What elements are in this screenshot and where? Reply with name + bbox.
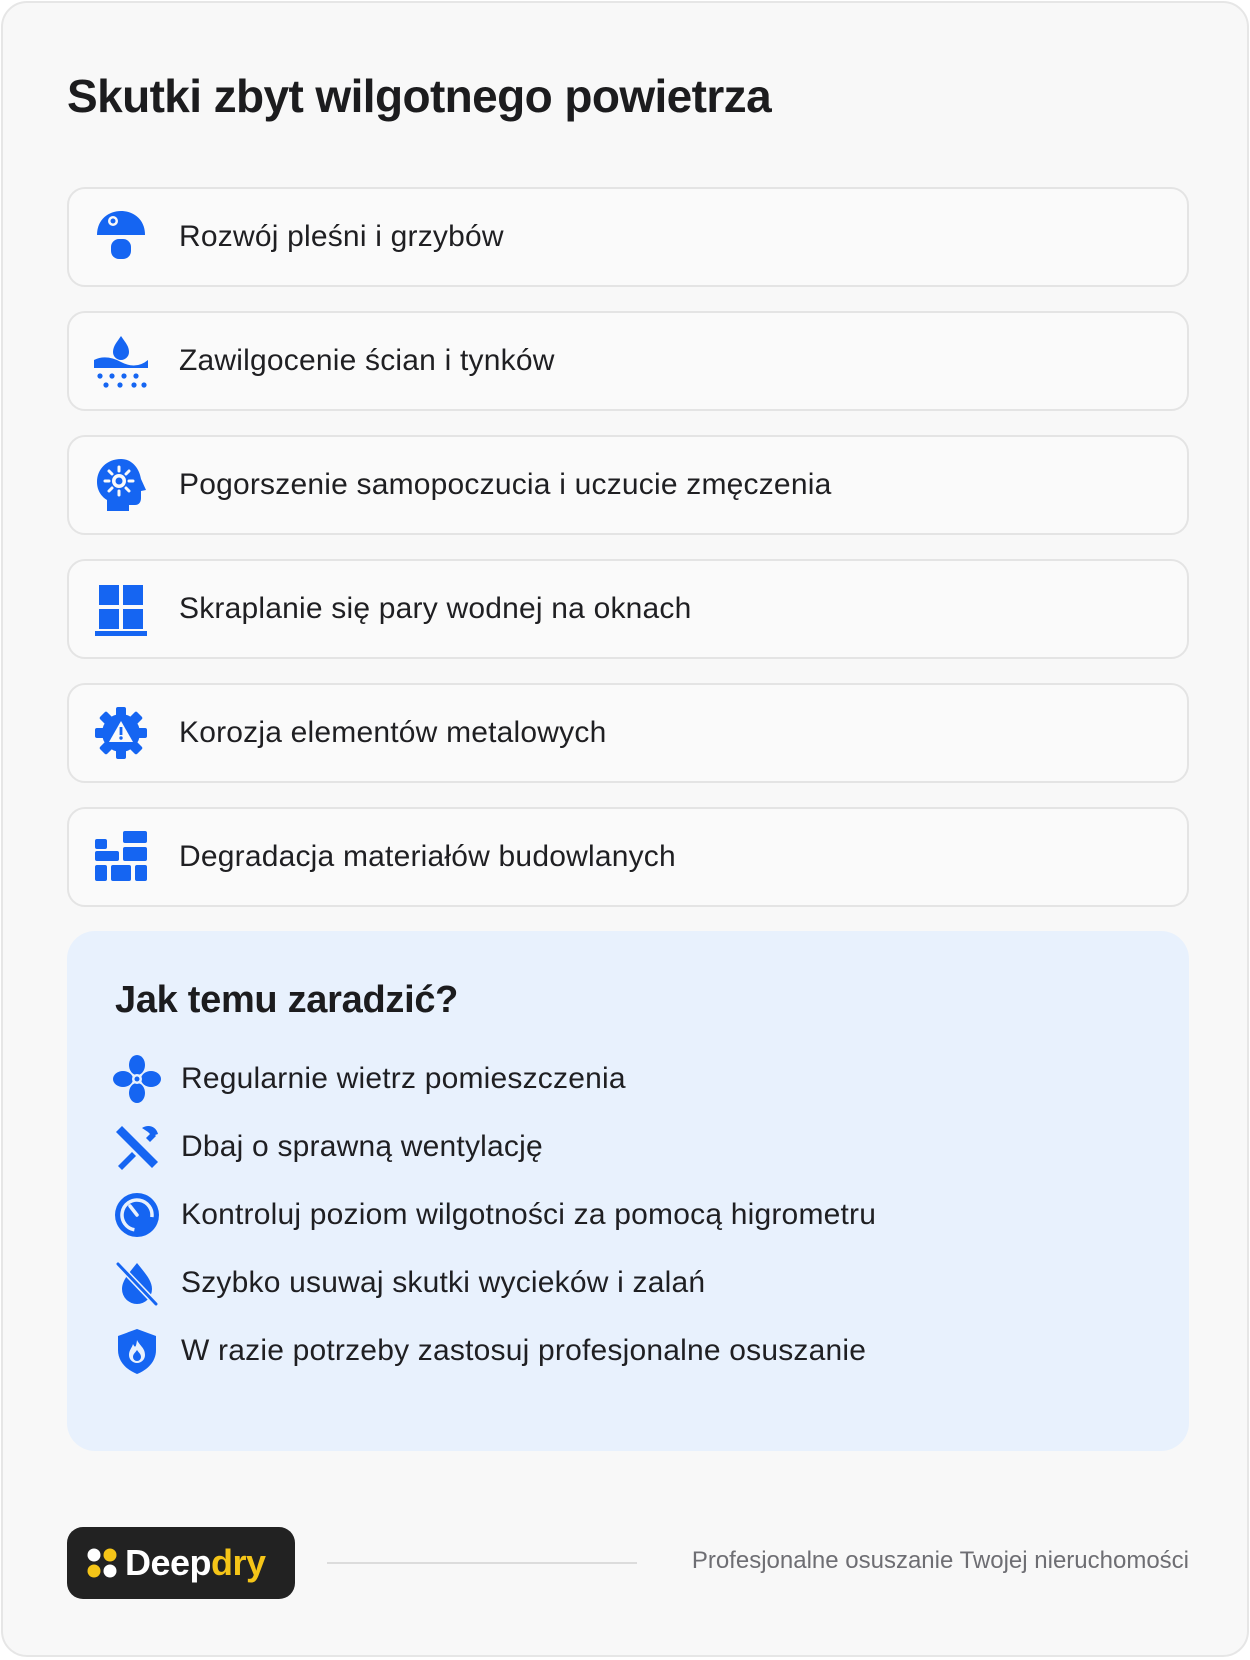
effect-label: Zawilgocenie ścian i tynków — [179, 344, 555, 377]
shield-fire-icon — [111, 1325, 163, 1377]
window-icon — [91, 579, 151, 639]
tagline: Profesjonalne osuszanie Twojej nieruchomości — [691, 1547, 1189, 1574]
effect-label: Degradacja materiałów budowlanych — [179, 840, 676, 873]
brand-name-accent: dry — [211, 1542, 266, 1583]
effect-item — [67, 187, 1189, 287]
tip-item — [111, 1053, 626, 1105]
head-virus-icon — [91, 455, 151, 515]
tips-title: Jak temu zaradzić? — [115, 979, 459, 1021]
effect-label: Pogorszenie samopoczucia i uczucie zmęczenia — [179, 468, 832, 501]
tip-label: Dbaj o sprawną wentylację — [181, 1130, 543, 1163]
fan-icon — [111, 1053, 163, 1105]
effect-item — [67, 683, 1189, 783]
no-drop-icon — [111, 1257, 163, 1309]
wall-moisture-icon — [91, 331, 151, 391]
effects-list — [67, 187, 1189, 931]
infographic-card — [1, 1, 1249, 1657]
tip-item — [111, 1121, 543, 1173]
tip-item — [111, 1257, 705, 1309]
effect-item — [67, 435, 1189, 535]
effect-label: Rozwój pleśni i grzybów — [179, 220, 504, 253]
effect-item — [67, 311, 1189, 411]
logo-mark-icon — [85, 1546, 119, 1580]
brand-name: Deep — [125, 1542, 212, 1583]
bricks-icon — [91, 827, 151, 887]
tip-label: Szybko usuwaj skutki wycieków i zalań — [181, 1266, 706, 1299]
effect-item — [67, 807, 1189, 907]
tip-label: W razie potrzeby zastosuj profesjonalne osuszanie — [181, 1334, 867, 1367]
tips-panel — [67, 931, 1189, 1451]
mushroom-icon — [91, 207, 151, 267]
gear-warning-icon — [91, 703, 151, 763]
brand-logo — [67, 1527, 295, 1599]
tip-item — [111, 1325, 866, 1377]
effect-label: Korozja elementów metalowych — [179, 716, 607, 749]
effect-item — [67, 559, 1189, 659]
page-title: Skutki zbyt wilgotnego powietrza — [67, 70, 772, 122]
gauge-icon — [111, 1189, 163, 1241]
tip-item — [111, 1189, 876, 1241]
tip-label: Regularnie wietrz pomieszczenia — [181, 1062, 626, 1095]
footer — [67, 1527, 1189, 1599]
tip-label: Kontroluj poziom wilgotności za pomocą higrometru — [181, 1198, 877, 1231]
footer-divider — [327, 1562, 637, 1564]
effect-label: Skraplanie się pary wodnej na oknach — [179, 592, 692, 625]
tools-icon — [111, 1121, 163, 1173]
